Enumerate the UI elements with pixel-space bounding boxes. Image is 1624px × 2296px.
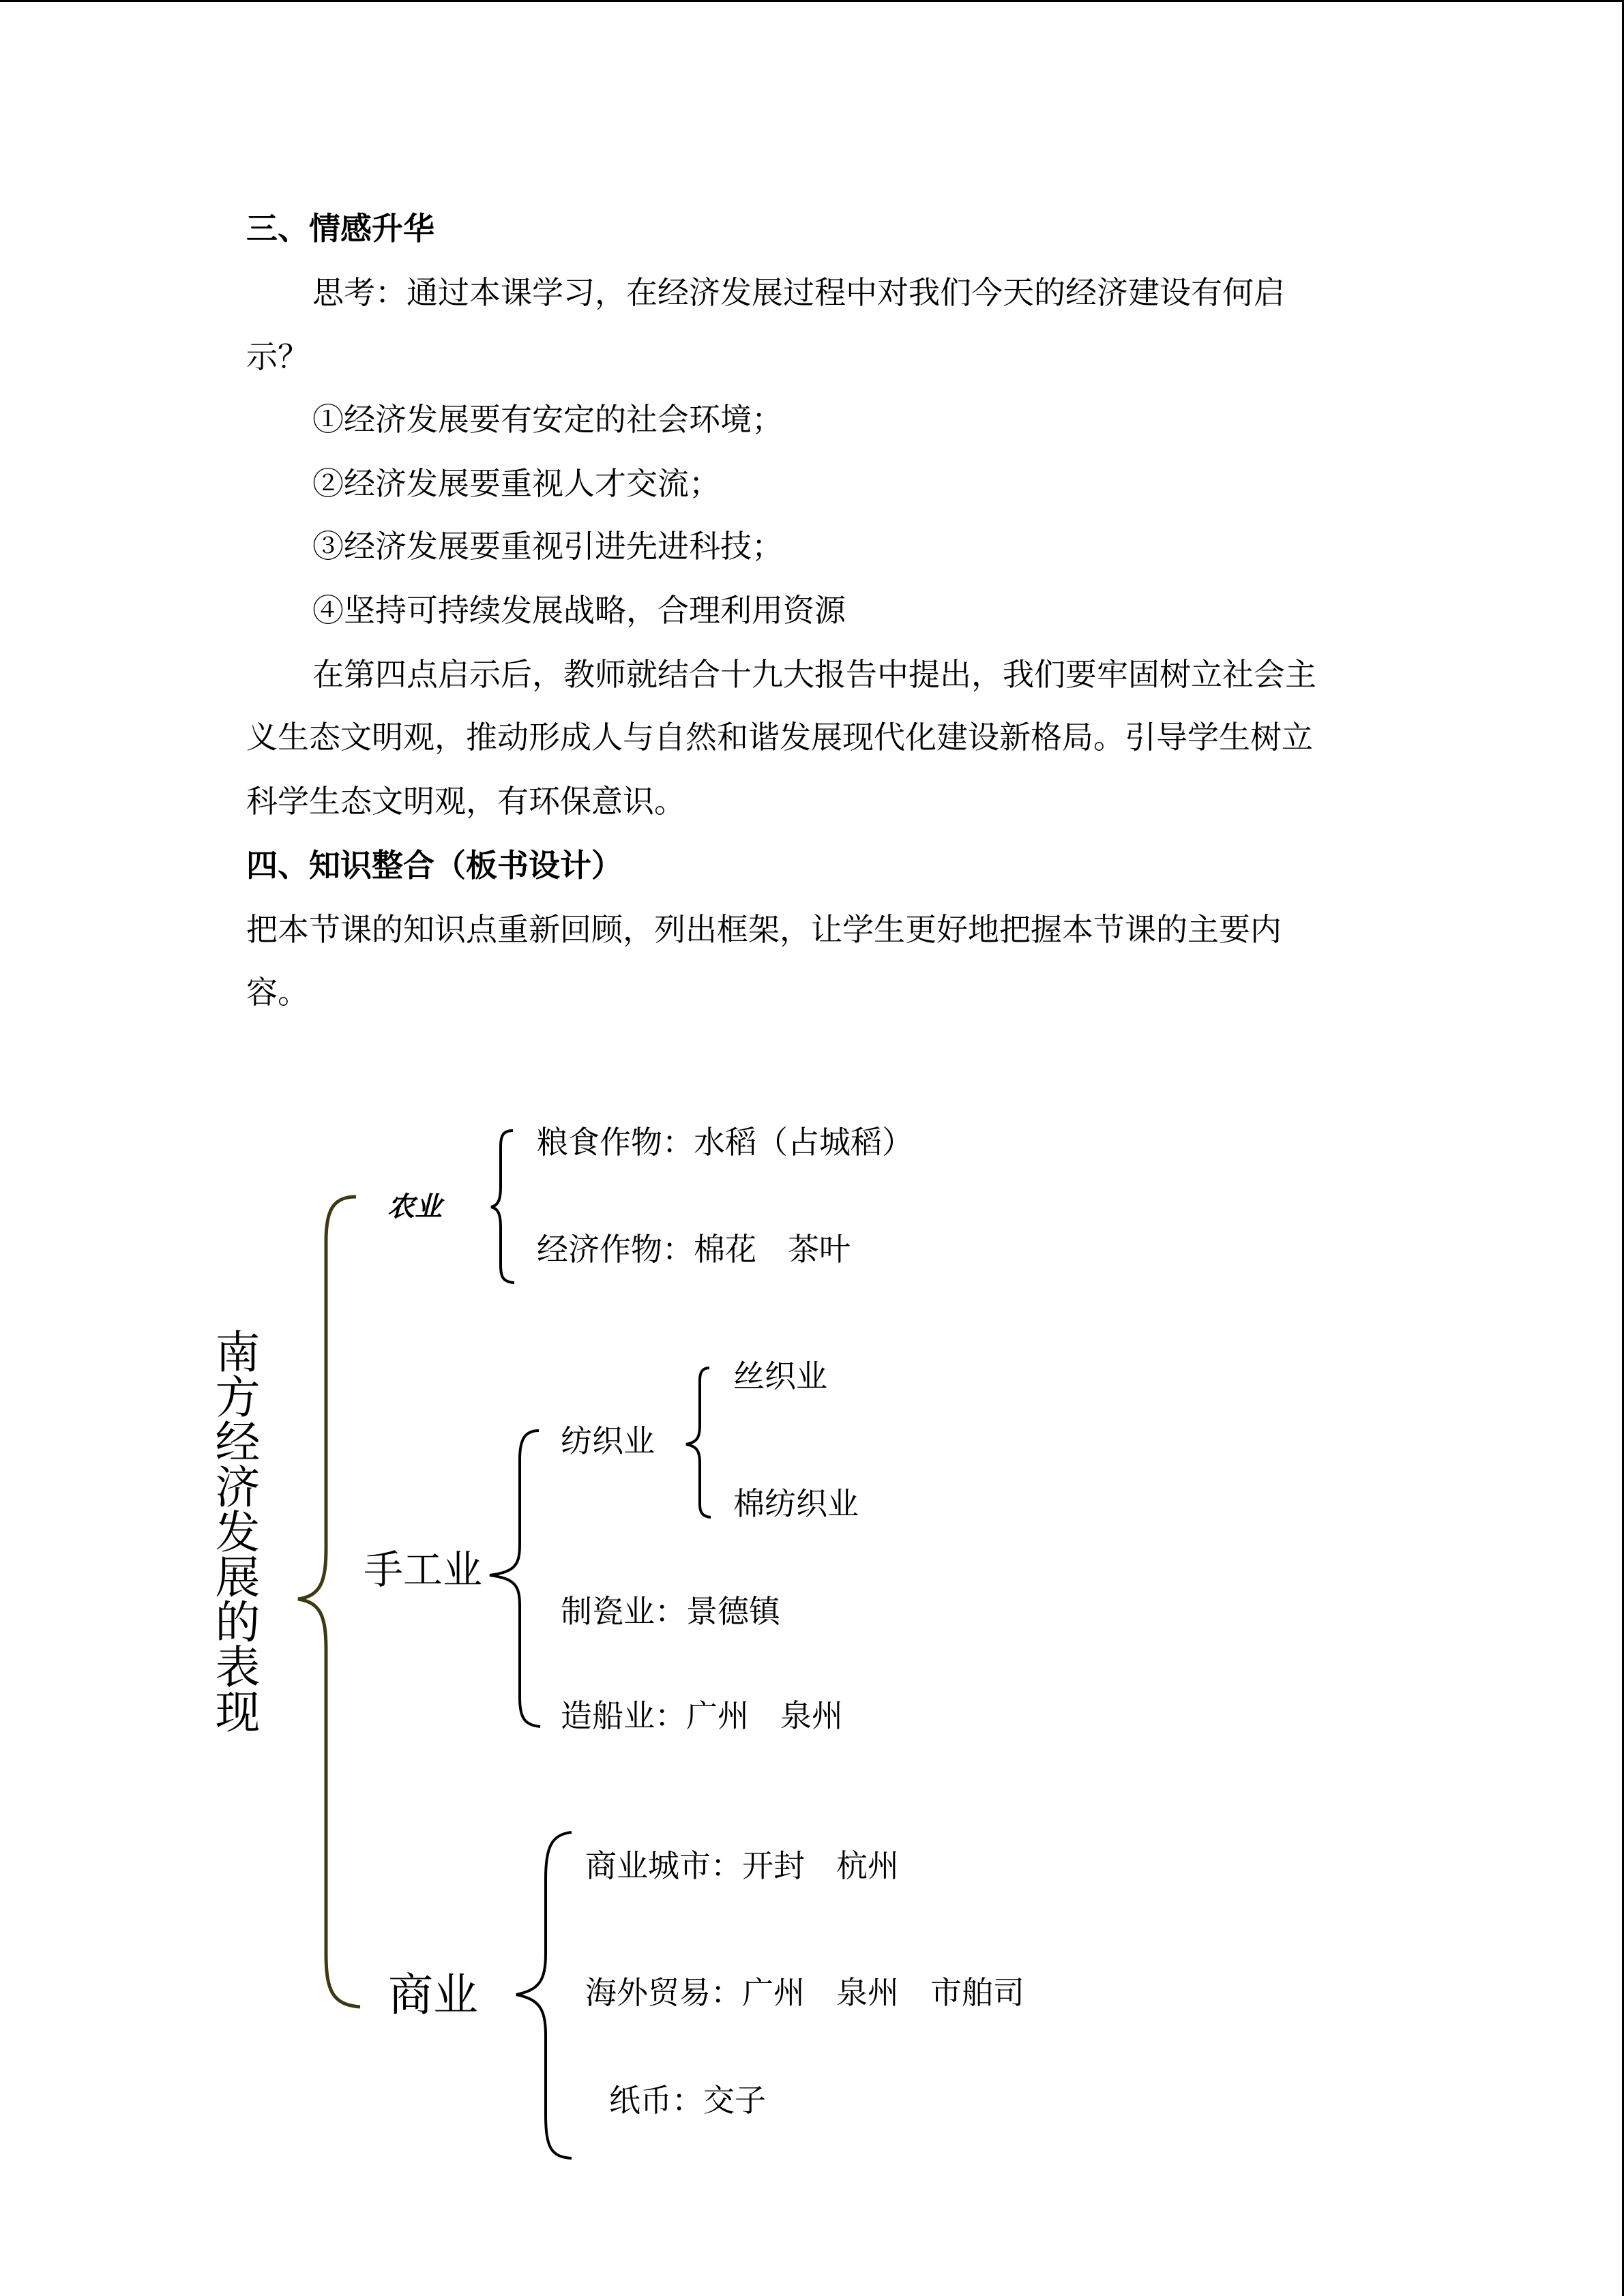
commerce-item-overseas-trade: 海外贸易：广州 泉州 市舶司	[585, 1974, 1024, 2011]
agriculture-brace	[491, 1131, 514, 1283]
agriculture-item-cash-crops: 经济作物：棉花 茶叶	[537, 1231, 851, 1268]
handicraft-brace	[490, 1431, 540, 1727]
textile-item-silk: 丝织业	[733, 1358, 827, 1395]
section-heading-knowledge: 四、知识整合（板书设计）	[246, 847, 623, 884]
textile-label: 纺织业	[561, 1422, 655, 1459]
handicraft-item-shipbuilding: 造船业：广州 泉州	[561, 1697, 843, 1734]
commerce-brace	[516, 1832, 572, 2158]
section4-intro-line2: 容。	[246, 974, 309, 1011]
insight-point-4: ④坚持可持续发展战略，合理利用资源	[312, 592, 846, 629]
section4-intro-line1: 把本节课的知识点重新回顾，列出框架，让学生更好地把握本节课的主要内	[246, 911, 1282, 948]
commerce-label: 商业	[388, 1969, 478, 2021]
agriculture-item-grain: 粮食作物：水稻（占城稻）	[537, 1124, 913, 1161]
section-heading-emotion: 三、情感升华	[246, 210, 434, 247]
diagram-root-title: 南方经济发展的表现	[207, 1328, 260, 1733]
insight-point-1: ①经济发展要有安定的社会环境；	[312, 401, 783, 438]
textile-item-cotton: 棉纺织业	[733, 1485, 859, 1522]
teacher-paragraph-line2: 义生态文明观，推动形成人与自然和谐发展现代化建设新格局。引导学生树立	[246, 719, 1313, 756]
agriculture-label: 农业	[387, 1191, 442, 1223]
handicraft-item-porcelain: 制瓷业：景德镇	[561, 1593, 780, 1630]
commerce-item-cities: 商业城市：开封 杭州	[585, 1847, 899, 1884]
insight-point-3: ③经济发展要重视引进先进科技；	[312, 528, 783, 565]
reflection-question-line2: 示？	[246, 338, 309, 375]
textile-brace	[686, 1368, 711, 1517]
teacher-paragraph-line3: 科学生态文明观，有环保意识。	[246, 783, 685, 820]
main-brace	[298, 1197, 360, 2007]
reflection-question-line1: 思考：通过本课学习，在经济发展过程中对我们今天的经济建设有何启	[312, 274, 1285, 311]
handicraft-label: 手工业	[364, 1547, 483, 1593]
insight-point-2: ②经济发展要重视人才交流；	[312, 465, 720, 502]
teacher-paragraph-line1: 在第四点启示后，教师就结合十九大报告中提出，我们要牢固树立社会主	[312, 656, 1316, 693]
commerce-item-paper-money: 纸币：交子	[609, 2082, 766, 2119]
